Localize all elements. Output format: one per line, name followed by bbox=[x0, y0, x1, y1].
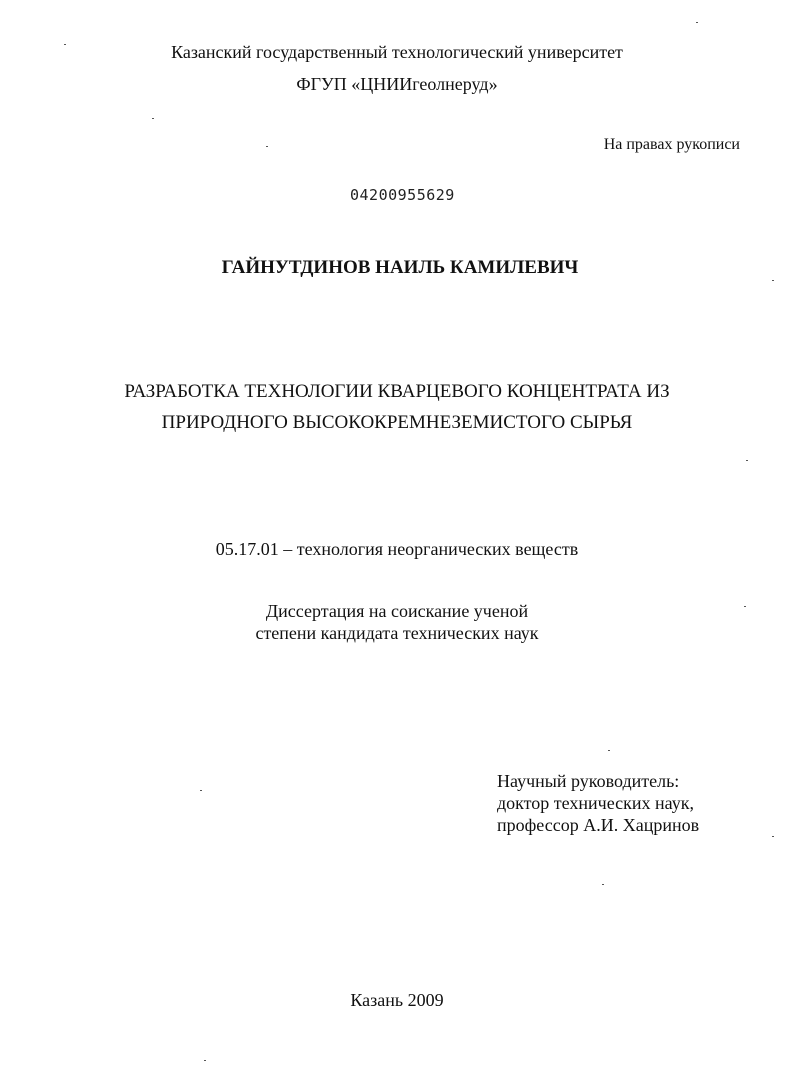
scan-speck bbox=[602, 884, 604, 885]
scan-speck bbox=[772, 836, 774, 837]
degree-line-1: Диссертация на соискание ученой bbox=[265, 601, 529, 621]
supervisor-degree: доктор технических наук, bbox=[497, 793, 694, 813]
catalog-code: 04200955629 bbox=[350, 186, 455, 204]
footer-city-year: Казань 2009 bbox=[350, 990, 444, 1010]
scan-speck bbox=[200, 790, 202, 791]
supervisor-heading: Научный руководитель: bbox=[497, 771, 680, 791]
organization-name: ФГУП «ЦНИИгеолнеруд» bbox=[296, 74, 498, 94]
author-name: ГАЙНУТДИНОВ НАИЛЬ КАМИЛЕВИЧ bbox=[221, 257, 579, 278]
scan-speck bbox=[696, 22, 698, 23]
manuscript-note: На правах рукописи bbox=[603, 136, 740, 153]
title-line-2: ПРИРОДНОГО ВЫСОКОКРЕМНЕЗЕМИСТОГО СЫРЬЯ bbox=[161, 412, 633, 433]
specialty: 05.17.01 – технология неорганических веществ bbox=[215, 539, 579, 559]
scan-speck bbox=[744, 606, 746, 607]
scan-speck bbox=[772, 280, 774, 281]
scan-speck bbox=[64, 44, 66, 45]
scan-speck bbox=[608, 750, 610, 751]
university-name: Казанский государственный технологический университет bbox=[171, 42, 623, 62]
title-line-1: РАЗРАБОТКА ТЕХНОЛОГИИ КВАРЦЕВОГО КОНЦЕНТРАТА ИЗ bbox=[124, 381, 670, 402]
degree-line-2: степени кандидата технических наук bbox=[255, 623, 539, 643]
scan-speck bbox=[152, 118, 154, 119]
supervisor-name: профессор А.И. Хацринов bbox=[497, 815, 700, 835]
scan-speck bbox=[746, 460, 748, 461]
scan-speck bbox=[266, 146, 268, 147]
scan-speck bbox=[204, 1060, 206, 1061]
